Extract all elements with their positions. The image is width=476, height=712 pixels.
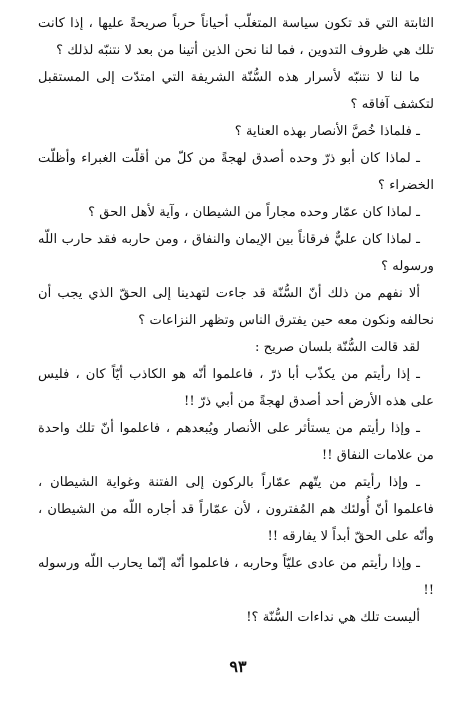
paragraph-question-ali: ـ لماذا كان عليٌّ فرقاناً بين الإيمان والنفاق ، ومن حاربه فقد حارب اللّه ورسوله ؟ <box>38 232 434 274</box>
paragraph-conclusion: ألا نفهم من ذلك أنّ السُّنّة قد جاءت لتهدينا إلى الحقّ الذي يجب أن نحالفه ونكون معه حين يفترق الناس وتظهر النزاعات ؟ <box>38 286 434 328</box>
page-body <box>38 10 434 631</box>
paragraph-point-ansar: ـ وإذا رأيتم من يستأثر على الأنصار ويُبعدهم ، فاعلموا أنّ تلك واحدة من علامات النفاق !! <box>38 421 434 463</box>
paragraph-sunna-said: لقد قالت السُّنّة بلسان صريح : <box>255 340 420 355</box>
paragraph-question-ansar: ـ فلماذا خُصَّ الأنصار بهذه العناية ؟ <box>234 124 420 139</box>
page-number: ٩٣ <box>229 657 247 676</box>
paragraph-question-abu-dhar: ـ لماذا كان أبو ذرّ وحده أصدق لهجةً من كلّ من أقلّت الغبراء وأظلّت الخضراء ؟ <box>38 151 434 193</box>
paragraph-question-secrets: ما لنا لا نتنبّه لأسرار هذه السُّنّة الشريفة التي امتدّت إلى المستقبل لتكشف آفاقه ؟ <box>38 70 434 112</box>
paragraph-continued: الثابتة التي قد تكون سياسة المتغلّب أحياناً حرباً صريحةً عليها ، إذا كانت تلك هي ظروف التدوين ، فما لنا نحن الذين أتينا من بعد لا نتنبّه لذلك ؟ <box>38 16 434 58</box>
paragraph-point-ali: ـ وإذا رأيتم من عادى عليّاً وحاربه ، فاعلموا أنّه إنّما يحارب اللّه ورسوله !! <box>38 556 434 598</box>
paragraph-question-ammar: ـ لماذا كان عمّار وحده مجاراً من الشيطان ، وآية لأهل الحق ؟ <box>88 205 420 220</box>
paragraph-point-ammar: ـ وإذا رأيتم من يتّهم عمّاراً بالركون إلى الفتنة وغواية الشيطان ، فاعلموا أنّ أُولئك هم المُفترون ، لأن عمّاراً قد أجاره اللّه من الشيطان ، وأنّه على الحقّ أبداً لا يفارقه !! <box>38 475 434 544</box>
paragraph-final-question: أليست تلك هي نداءات السُّنّة ؟! <box>246 610 420 625</box>
paragraph-point-abu-dhar: ـ إذا رأيتم من يكذّب أبا ذرّ ، فاعلموا أنّه هو الكاذب أيّاً كان ، فليس على هذه الأرض أحد أصدق لهجةً من أبي ذرّ !! <box>38 367 434 409</box>
